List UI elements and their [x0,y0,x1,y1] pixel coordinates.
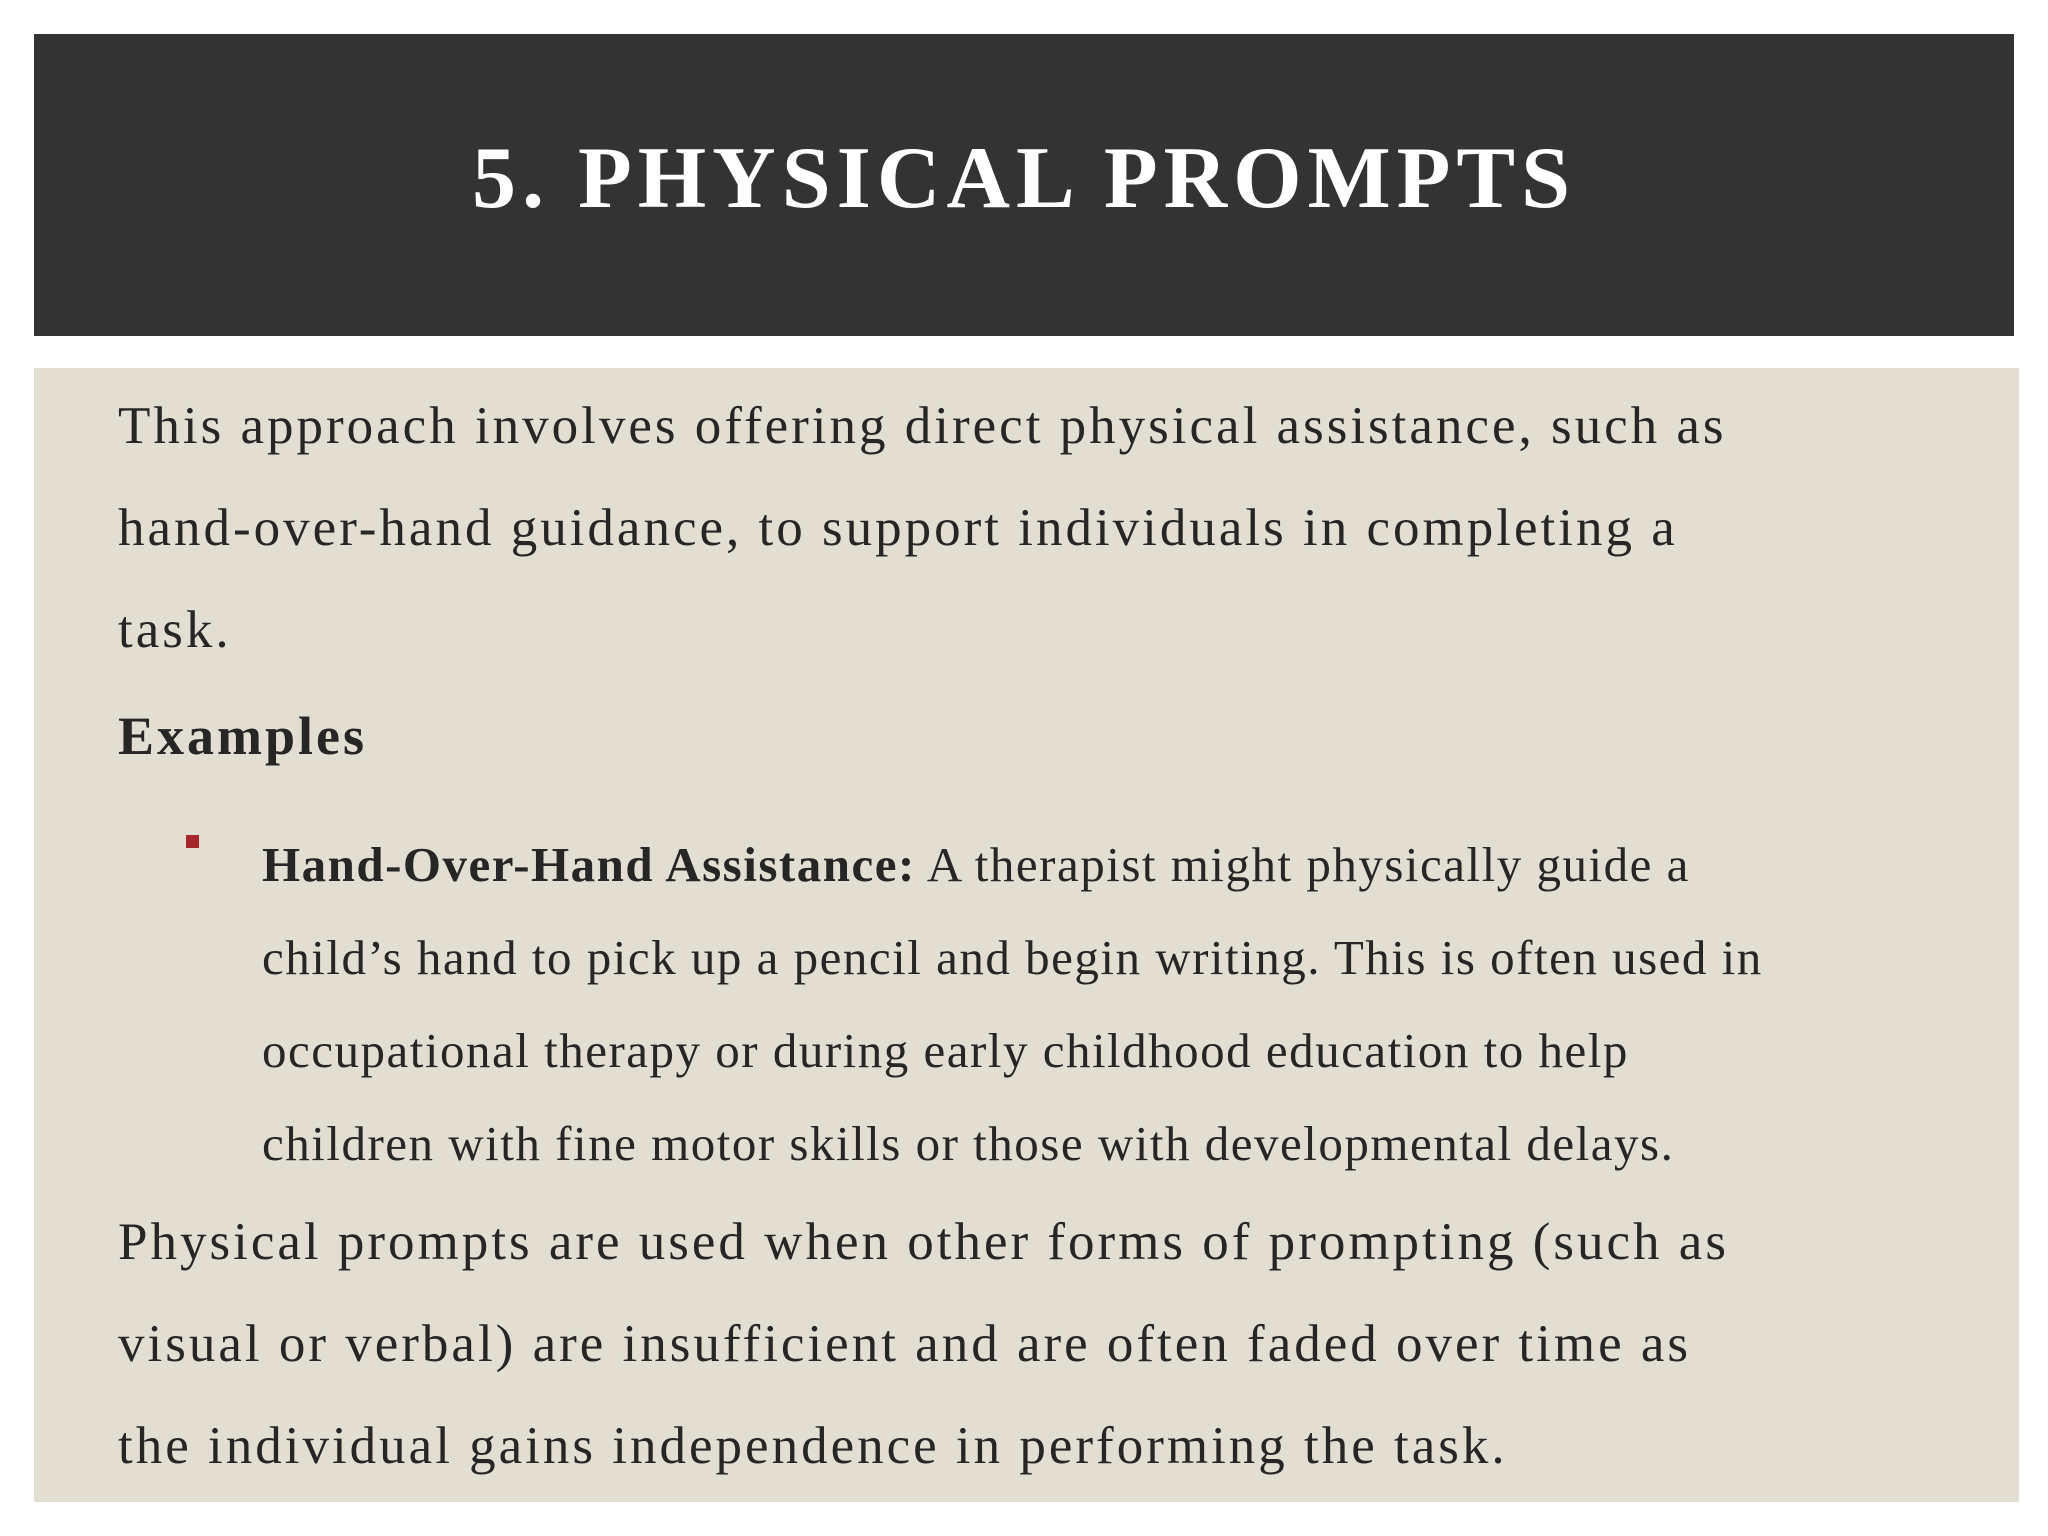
example-term: Hand-Over-Hand Assistance: [262,837,916,892]
example-first-line [262,818,1763,911]
closing-paragraph [118,1191,1998,1497]
intro-line: task. [118,601,232,659]
slide-title: 5. PHYSICAL PROMPTS [471,130,1577,227]
intro-line: This approach involves offering direct physical assistance, such as [118,397,1727,455]
example-line: A therapist might physically guide a [915,837,1690,892]
intro-line: hand-over-hand guidance, to support individuals in completing a [118,499,1678,557]
example-text [262,818,1763,1190]
closing-line: visual or verbal) are insufficient and are often faded over time as [118,1315,1692,1373]
closing-line: the individual gains independence in performing the task. [118,1417,1508,1475]
title-bar [34,34,2014,336]
examples-heading: Examples [118,706,368,766]
bullet-square-icon [186,835,199,848]
closing-line: Physical prompts are used when other forms of prompting (such as [118,1213,1729,1271]
content-panel [34,368,2019,1502]
example-line: children with fine motor skills or those with developmental delays. [262,1116,1675,1171]
example-line: child’s hand to pick up a pencil and begin writing. This is often used in [262,930,1763,985]
example-line: occupational therapy or during early childhood education to help [262,1023,1629,1078]
intro-paragraph [118,375,1998,681]
